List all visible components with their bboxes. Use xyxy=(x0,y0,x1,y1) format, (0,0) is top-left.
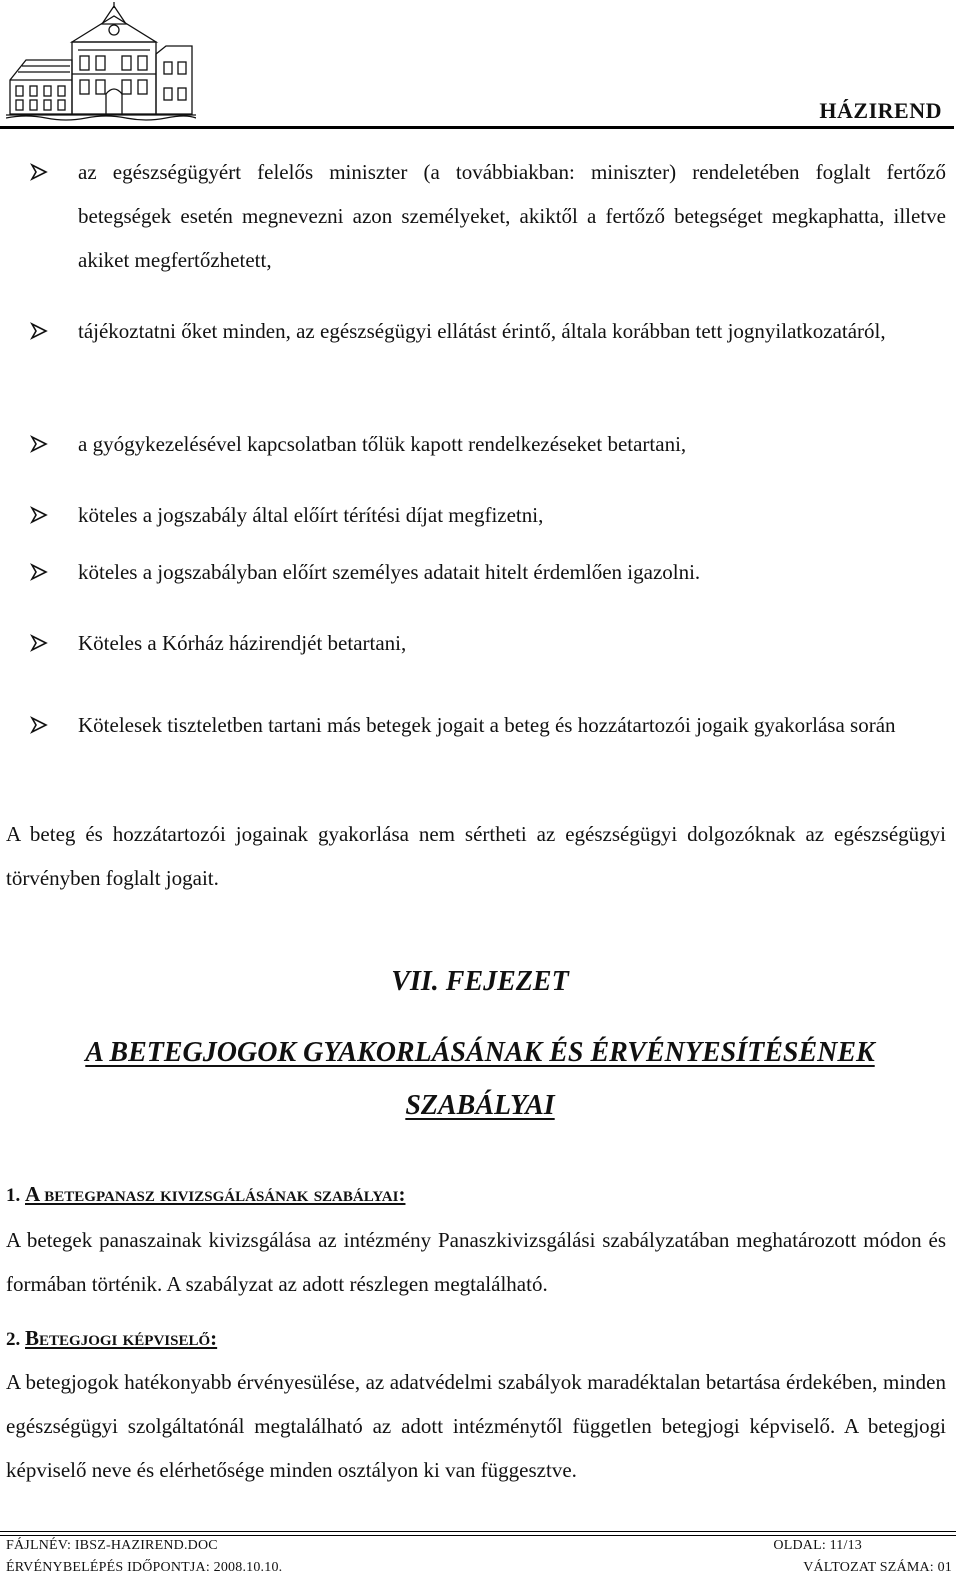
bullet-item xyxy=(30,703,946,747)
section-text: A betegek panaszainak kivizsgálása az intézmény Panaszkivizsgálási szabályzatában meghatározott módon és formában történik. A szabályzat az adott részlegen megtalálható. xyxy=(6,1228,946,1296)
document-title: HÁZIREND xyxy=(819,98,942,123)
bullet-item xyxy=(30,422,946,466)
section-title: Betegjogi képviselő: xyxy=(25,1326,218,1350)
header-divider xyxy=(0,126,954,129)
bullet-text: Köteles a Kórház házirendjét betartani, xyxy=(78,631,407,655)
arrow-bullet-icon xyxy=(30,506,48,524)
section-number: 1. xyxy=(6,1185,21,1206)
bullet-item xyxy=(30,621,946,665)
footer-divider xyxy=(0,1531,956,1532)
bullet-text: a gyógykezelésével kapcsolatban tőlük kapott rendelkezéseket betartani, xyxy=(78,432,687,456)
building-drawing-icon xyxy=(6,2,196,122)
bullet-item xyxy=(30,550,946,594)
arrow-bullet-icon xyxy=(30,163,48,181)
section-title: A betegpanasz kivizsgálásának szabályai: xyxy=(25,1182,406,1206)
bullet-item xyxy=(30,150,946,282)
bullet-text: Kötelesek tiszteletben tartani más betegek jogait a beteg és hozzátartozói jogaik gyakorlása során xyxy=(78,713,896,737)
section-number: 2. xyxy=(6,1329,21,1350)
section-heading xyxy=(6,1326,217,1351)
footer-divider xyxy=(0,1535,956,1536)
bullet-item xyxy=(30,493,946,537)
arrow-bullet-icon xyxy=(30,634,48,652)
bullet-text: tájékoztatni őket minden, az egészségügyi ellátást érintő, általa korábban tett jognyilatkozatáról, xyxy=(78,319,886,343)
chapter-title-line1: A BETEGJOGOK GYAKORLÁSÁNAK ÉS ÉRVÉNYESÍTÉSÉNEK xyxy=(85,1037,875,1068)
hospital-building-logo xyxy=(6,2,196,122)
bullet-text: köteles a jogszabály által előírt térítési díjat megfizetni, xyxy=(78,503,544,527)
arrow-bullet-icon xyxy=(30,322,48,340)
chapter-title-line2: SZABÁLYAI xyxy=(405,1090,555,1121)
arrow-bullet-icon xyxy=(30,435,48,453)
bullet-text: az egészségügyért felelős miniszter (a továbbiakban: miniszter) rendeletében foglalt fertőző betegségek esetén megnevezni azon személyeket, akiktől a fertőző betegséget megkaphatta, illetve akiket megfertőzhetett, xyxy=(78,160,946,272)
body-paragraph: A beteg és hozzátartozói jogainak gyakorlása nem sértheti az egészségügyi dolgozóknak az egészségügyi törvényben foglalt jogait. xyxy=(6,822,946,890)
footer-effective-date: ÉRVÉNYBELÉPÉS IDŐPONTJA: 2008.10.10. xyxy=(6,1560,283,1575)
chapter-number: VII. FEJEZET xyxy=(391,966,569,997)
arrow-bullet-icon xyxy=(30,563,48,581)
bullet-text: köteles a jogszabályban előírt személyes adatait hitelt érdemlően igazolni. xyxy=(78,560,701,584)
footer-page: OLDAL: 11/13 xyxy=(773,1538,862,1553)
bullet-item xyxy=(30,309,946,353)
section-heading xyxy=(6,1182,405,1207)
arrow-bullet-icon xyxy=(30,716,48,734)
footer-filename: FÁJLNÉV: IBSZ-HAZIREND.DOC xyxy=(6,1538,218,1553)
footer-version: VÁLTOZAT SZÁMA: 01 xyxy=(803,1560,952,1575)
section-text: A betegjogok hatékonyabb érvényesülése, az adatvédelmi szabályok maradéktalan betartása érdekében, minden egészségügyi szolgáltatónál megtalálható az adott intézménytől független betegjogi képviselő. A betegjogi képviselő neve és elérhetősége minden osztályon ki van függesztve. xyxy=(6,1370,946,1482)
